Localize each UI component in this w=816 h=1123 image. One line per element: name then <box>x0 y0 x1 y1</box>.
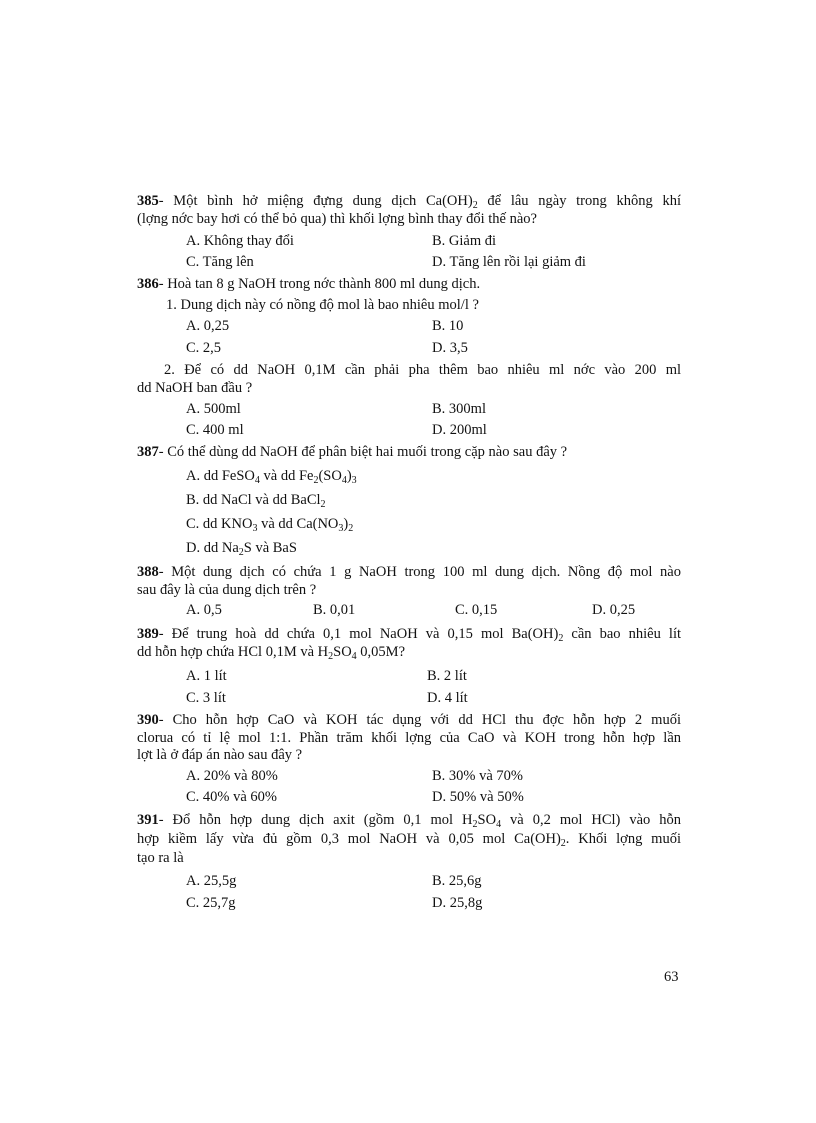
question-386-line1: 386- Hoà tan 8 g NaOH trong nớc thành 800 ml dung dịch. <box>137 276 481 292</box>
option-b: B. 25,6g <box>432 873 482 889</box>
question-388-line2: sau đây là của dung dịch trên ? <box>137 582 317 598</box>
question-number: 388 <box>137 564 159 580</box>
option-d: D. 0,25 <box>592 602 636 618</box>
option-a: A. 1 lít <box>186 668 227 684</box>
question-number: 389 <box>137 626 159 642</box>
sub-question-2-line2: dd NaOH ban đầu ? <box>137 380 253 396</box>
option-d: D. 50% và 50% <box>432 789 524 805</box>
option-c: C. 3 lít <box>186 690 226 706</box>
option-b: B. Giảm đi <box>432 233 497 249</box>
question-number: 391 <box>137 812 159 828</box>
question-number: 390 <box>137 712 159 728</box>
page-number: 63 <box>664 969 679 985</box>
question-387-line1: 387- Có thể dùng dd NaOH để phân biệt hai muối trong cặp nào sau đây ? <box>137 444 568 460</box>
sub-question-2-line1: 2. Để có dd NaOH 0,1M cần phải pha thêm bao nhiêu ml nớc vào 200 ml <box>164 362 681 378</box>
option-d: D. dd $Na_2S$ và BaS <box>186 540 297 558</box>
question-390-line1: 390- Cho hỗn hợp CaO và KOH tác dụng với dd HCl thu đợc hỗn hợp 2 muối <box>137 712 681 728</box>
option-b: B. 0,01 <box>313 602 356 618</box>
question-385-line1: 385- Một bình hở miệng đựng dung dịch $Ca(OH)_2$ để lâu ngày trong không khí <box>137 193 681 211</box>
question-390-line2: clorua có tỉ lệ mol 1:1. Phần trăm khối lợng của CaO và KOH trong hỗn hợp lần <box>137 730 681 746</box>
option-a: A. Không thay đổi <box>186 233 294 249</box>
option-d: D. 200ml <box>432 422 487 438</box>
option-c: C. dd $KNO_3$ và dd $Ca(NO_3)_2$ <box>186 516 354 534</box>
option-b: B. 2 lít <box>427 668 467 684</box>
option-c: C. 2,5 <box>186 340 222 356</box>
option-a: A. 500ml <box>186 401 241 417</box>
option-b: B. 10 <box>432 318 464 334</box>
option-d: D. Tăng lên rồi lại giảm đi <box>432 254 586 270</box>
option-d: D. 25,8g <box>432 895 483 911</box>
question-391-line1: 391- Đổ hỗn hợp dung dịch axit (gồm 0,1 mol $H_2SO_4$ và 0,2 mol HCl) vào hỗn <box>137 812 682 830</box>
question-number: 387 <box>137 444 159 460</box>
option-c: C. 25,7g <box>186 895 236 911</box>
option-c: C. 400 ml <box>186 422 244 438</box>
option-b: B. 300ml <box>432 401 486 417</box>
question-number: 386 <box>137 276 159 292</box>
option-b: B. 30% và 70% <box>432 768 524 784</box>
question-385-line2: (lợng nớc bay hơi có thể bỏ qua) thì khối lợng bình thay đổi thế nào? <box>137 211 537 227</box>
question-389-line1: 389- Để trung hoà dd chứa 0,1 mol NaOH và 0,15 mol $Ba(OH)_2$ cần bao nhiêu lít <box>137 626 682 644</box>
option-c: C. 0,15 <box>455 602 498 618</box>
option-a: A. 0,25 <box>186 318 230 334</box>
question-number: 385 <box>137 193 159 209</box>
sub-question-1: 1. Dung dịch này có nồng độ mol là bao nhiêu mol/l ? <box>166 297 479 313</box>
option-a: A. 0,5 <box>186 602 222 618</box>
option-a: A. 25,5g <box>186 873 237 889</box>
option-d: D. 3,5 <box>432 340 468 356</box>
question-390-line3: lợt là ở đáp án nào sau đây ? <box>137 747 303 763</box>
question-391-line3: tạo ra là <box>137 850 184 866</box>
option-a: A. 20% và 80% <box>186 768 278 784</box>
option-a: A. dd FeSO$_4$ và dd $Fe_2(SO_4)_3$ <box>186 468 357 486</box>
option-c: C. 40% và 60% <box>186 789 278 805</box>
option-d: D. 4 lít <box>427 690 468 706</box>
option-c: C. Tăng lên <box>186 254 254 270</box>
question-391-line2: hợp kiềm lấy vừa đủ gồm 0,3 mol NaOH và 0,05 mol $Ca(OH)_2$. Khối lợng muối <box>137 831 681 849</box>
question-389-line2: dd hỗn hợp chứa HCl 0,1M và $H_2SO_4$ 0,05M? <box>137 644 406 662</box>
option-b: B. dd NaCl và dd BaCl$_2$ <box>186 492 326 510</box>
question-388-line1: 388- Một dung dịch có chứa 1 g NaOH trong 100 ml dung dịch. Nồng độ mol nào <box>137 564 681 580</box>
